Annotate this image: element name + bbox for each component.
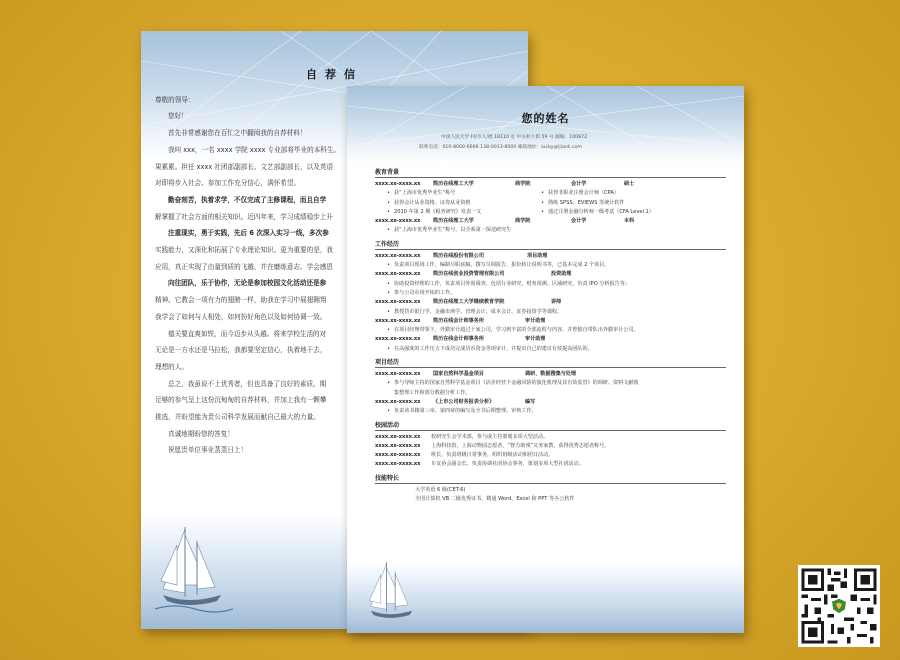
edu-bullet: • 熟练 SPSS、EVIEWS 等统计软件 [541,199,624,208]
qr-code-icon [798,565,880,647]
edu-bullet: • 获“上海市优秀毕业生”称号，以全系第一保送研究生 [375,226,726,235]
work-bullet: • 协助投资经理的工作，负责项目外围调查，包括行业研究、财务预测、区域研究，负责 IPO 分析报告等； [375,280,726,289]
work-bullet: • 参与公司市场开拓的工作。 [375,289,726,298]
resume-name: 您的姓名 [521,112,570,125]
edu-major: 会计学 [571,181,587,187]
education-entry [375,180,726,189]
edu-bullet: • 获得非职业注册会计师（CPA） [541,189,619,198]
edu-bullet: • 通过注册金融分析师一级考试（CFA Level 1） [541,208,654,217]
letter-line: 德关要直爽如铁，而今迈步从头越。将来学校生活的对 [168,329,327,338]
letter-line: 解掌握了社会方面的相关知识。近四年来，学习成绩稳步上升 [155,212,334,221]
project-date: xxxx.xx-xxxx.xx [375,371,421,378]
work-entry [375,270,726,279]
letter-line: 无论是一方水还是马拉松，我都要坚定信心，执着地干去， [155,346,327,355]
edu-school: 简历在线理工大学 [433,218,474,225]
edu-college: 商学院 [515,181,531,187]
campus-entry [375,433,726,442]
project-entry [375,370,726,379]
edu-bullet: • 获得会计从业资格、证券从业资格 [375,199,470,208]
campus-activity: 车友协会副会长，负责协调社团协会事务，策划多项大型社团活动。 [431,461,584,468]
edu-major: 会计学 [571,218,587,225]
work-entry [375,317,726,326]
edu-bullet: • 2010 年第 2 期《税务研究》发表一文 [375,208,481,217]
edu-degree: 硕士 [624,181,635,187]
resume-page [347,86,744,633]
edu-college: 商学院 [515,218,531,225]
letter-line: 应用，真正实现了由量到质的飞越，并在磨练意志、学会感恩 [155,262,334,271]
work-org: 简历在线会计师事务所 [433,317,484,324]
work-role: 讲师 [551,299,562,306]
letter-line: 足够的参气呈上这份沉甸甸的自荐材料，并加上我有一颗攀 [155,396,327,405]
letter-line: 真诚地期盼您的答复！ [168,429,234,438]
campus-date: xxxx.xx-xxxx.xx [375,461,421,468]
work-bullet: • 负责项目现场工作，编制尽职底稿，撰写尽调报告、报价转让说明书等，已基本完成 2 个项目。 [375,261,726,270]
letter-line: 注重现实，勇于实践，先后 6 次深入实习一线，多次参 [168,229,329,238]
sailing-ship-illustration [155,523,233,615]
letter-line: 向往团队，乐于协作，无论是参加校园文化活动还是参 [168,279,327,288]
work-org: 简历在线股份有限公司 [433,252,484,259]
letter-line: 对即将步入社会、参加工作充分信心，满怀希望。 [155,179,301,188]
project-bullet: • 参与导师主持的国家自然科学基金项目《活企经营下金融风险的演化机理及其有效监管》的调研、资料文献收 [375,379,726,388]
work-entry [375,298,726,307]
section-campus-title: 校园活动 [375,420,726,431]
edu-bullet: • 获“上海市优秀毕业生”称号 [375,189,455,198]
letter-line: 果累累。担任 xxxx 社团部副部长、文艺部副部长，以及英语 [155,162,334,171]
work-bullet: • 在项目经理带领下，外勤审计超过十家公司，学习到丰富的全部流程与内容，并曾独自带队出外勤审计公司。 [375,326,726,335]
work-date: xxxx.xx-xxxx.xx [375,271,421,278]
letter-line: 祝愿贵单位事业蒸蒸日上！ [168,446,248,455]
work-bullet: • 在高强度的工作压力下成功完成货币资金等项审计，并提出自己的建议有效提高团队的。 [375,345,726,354]
campus-date: xxxx.xx-xxxx.xx [375,452,421,459]
project-name: 《上市公司财务报表分析》 [433,398,495,405]
edu-school: 简历在线理工大学 [433,181,474,187]
edu-date: xxxx.xx-xxxx.xx [375,218,421,225]
section-skills-title: 技能特长 [375,473,726,484]
work-role: 项目助理 [527,252,548,259]
campus-entry [375,442,726,451]
work-role: 审计助理 [525,336,546,343]
skill-item: 全国计算机 VB 二级优秀证书，精通 Word、Excel 和 PPT 等办公软件 [415,496,575,503]
education-bullet-row [375,208,726,217]
work-role: 投资助理 [551,271,572,278]
campus-date: xxxx.xx-xxxx.xx [375,433,421,440]
project-role: 编写 [525,398,536,405]
letter-line: 实践能力，又深化和拓展了专业理论知识。更为重要的是，我 [155,246,334,255]
education-bullet-row [375,189,726,198]
work-org: 简历在线理工大学继续教育学院 [433,299,505,306]
letter-line: 我叫 xxx，一名 xxxx 学院 xxxx 专业部将毕业的本科生。 [168,145,341,154]
letter-line: 挑选，并盼望能为贵公司科学发展而献自己最大的力量。 [155,413,320,422]
work-date: xxxx.xx-xxxx.xx [375,317,421,324]
section-projects-title: 项目经历 [375,357,726,368]
campus-date: xxxx.xx-xxxx.xx [375,442,421,449]
work-org: 简历在线创业投资管理有限公司 [433,271,505,278]
resume-contact-line: 联系电话：010-8000-6666 138-0013-8000 邮箱地址：lucky@ljianli.com [419,145,582,150]
letter-line: 尊敬的领导： [155,95,195,104]
skill-item: 大学英语 6 级(CET-6) [415,486,466,493]
work-bullet: • 教授货币银行学、金融市场学、管理会计、成本会计、证券投资学等课程。 [375,308,726,317]
project-bullet-continued: 集整理工作和部分数据分析工作。 [394,389,471,396]
education-entry [375,217,726,226]
letter-line: 勤奋刻苦，执着求学，不仅完成了主修课程，而且自学 [168,195,327,204]
campus-entry [375,460,726,469]
campus-activity: 校研究生会学术部，参与或主持策划多项大型活动。 [431,433,549,440]
project-role: 调研、数据搜集与处理 [525,371,576,378]
letter-line: 理想的人。 [155,362,188,371]
work-entry [375,252,726,261]
project-entry [375,398,726,407]
letter-line: 我学会了如何与人相处，如何扮好角色以及如何协调一致。 [155,312,327,321]
letter-line: 精神。它教会一项有力的翅膀一样，助我在学习中展翅翱翔 [155,296,327,305]
resume-address-line: 中国人民大学 村/市人/楼 18110 室 中关村大街 59 号 邮编：100872 [441,135,588,140]
campus-entry [375,451,726,460]
campus-activity: 班长，负责班级日常事务，组织班级活动和团日活动。 [431,452,554,459]
project-date: xxxx.xx-xxxx.xx [375,398,421,405]
resume-body [375,164,726,504]
edu-degree: 本科 [624,218,635,225]
work-date: xxxx.xx-xxxx.xx [375,336,421,343]
letter-line: 首先非常感谢您在百忙之中翻阅我的自荐材料！ [168,129,307,138]
letter-line: 您好！ [168,112,188,121]
section-education-title: 教育背景 [375,167,726,178]
work-org: 简历在线会计师事务所 [433,336,484,343]
sailing-ship-illustration [365,559,421,625]
project-bullet: • 负责该书籍第三章、第四章的编写及全书后期整理、审核工作。 [375,407,726,416]
work-date: xxxx.xx-xxxx.xx [375,299,421,306]
letter-line: 总之，我虽说不上优秀者，但也具备了良好的素质。期 [168,379,327,388]
education-bullet-row [375,199,726,208]
campus-activity: 上海科技馆、上海动物园志愿者，“智力助残”义务家教，获得优秀志愿者称号。 [431,442,610,449]
work-entry [375,335,726,344]
work-date: xxxx.xx-xxxx.xx [375,252,421,259]
work-role: 审计助理 [525,317,546,324]
project-name: 国家自然科学基金项目 [433,371,484,378]
edu-date: xxxx.xx-xxxx.xx [375,181,421,187]
section-work-title: 工作经历 [375,239,726,250]
letter-title: 自荐信 [306,68,363,81]
